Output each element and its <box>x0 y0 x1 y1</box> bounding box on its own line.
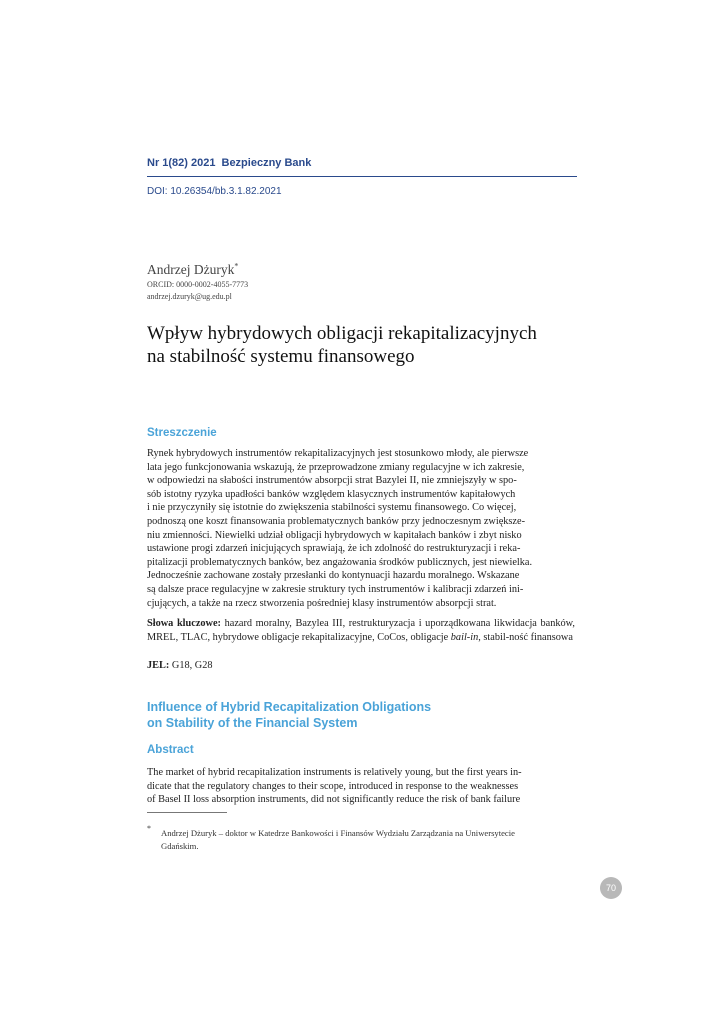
article-title-pl <box>147 322 587 368</box>
doi[interactable]: DOI: 10.26354/bb.3.1.82.2021 <box>147 186 282 197</box>
author-footnote-mark: * <box>234 261 239 271</box>
footnote-text <box>161 827 581 853</box>
abstract-pl-line: sób istotny ryzyka upadłości banków względem klasycznych instrumentów kapitałowych <box>147 488 516 500</box>
abstract-pl-line: pitalizacji problematycznych banków, bez angażowania środków publicznych, jest niewielka. <box>147 556 533 568</box>
issue-number: Nr 1(82) 2021 <box>147 157 216 169</box>
title-en-line: on Stability of the Financial System <box>147 715 358 730</box>
abstract-pl-line: Jednocześnie zachowane zostały przesłanki do kontynuacji hazardu moralnego. Wskazane <box>147 570 520 582</box>
journal-header <box>147 157 311 169</box>
title-en-line: Influence of Hybrid Recapitalization Obligations <box>147 700 432 714</box>
abstract-en-line: of Basel II loss absorption instruments, did not significantly reduce the risk of bank failure <box>147 794 521 806</box>
abstract-pl-line: ustawione progi zdarzeń inicjujących sprawiają, że ich zdolność do restrukturyzacji i reka- <box>147 543 521 555</box>
keywords-italic: bail-in <box>450 631 479 643</box>
abstract-pl-line: w odpowiedzi na słabości instrumentów absorpcji strat Bazylei II, nie zmniejszyły w spo- <box>147 475 517 487</box>
title-pl-line: Wpływ hybrydowych obligacji rekapitalizacyjnych <box>147 323 537 344</box>
keywords-label: Słowa kluczowe: <box>147 618 221 629</box>
page-number-badge: 70 <box>600 877 622 899</box>
footnote-line: Andrzej Dżuryk – doktor w Katedrze Bankowości i Finansów Wydziału Zarządzania na Uniwersytecie <box>161 828 515 838</box>
abstract-pl-line: cjujących, a także na rzecz stworzenia pośredniej klasy instrumentów absorpcji strat. <box>147 597 497 609</box>
keywords-text-end: , stabil-ność finansowa <box>478 631 573 643</box>
abstract-pl-line: lata jego funkcjonowania wskazują, że przeprowadzone zmiany regulacyjne w ich zakresie, <box>147 461 525 473</box>
jel-value: G18, G28 <box>169 660 213 671</box>
abstract-pl-line: i nie przyczyniły się istotnie do zwiększenia stabilności systemu finansowego. Co więcej, <box>147 502 517 514</box>
abstract-pl-line: są dalsze prace regulacyjne w zakresie struktury tych instrumentów i kalibracji zdarzeń ini- <box>147 583 524 595</box>
abstract-pl-line: niu zmienności. Niewielki udział obligacji hybrydowych w kapitałach banków i zbyt nisko <box>147 529 522 541</box>
jel-codes <box>147 660 213 671</box>
keywords-text: hazard moralny, Bazylea III, restrukturyzacja i uporządkowana likwidacja banków, MREL, TLAC, hybrydowe obligacje rekapitalizacyjne, CoCos, obligacje <box>147 618 575 643</box>
keywords <box>147 617 575 644</box>
abstract-en-body <box>147 766 575 807</box>
author-name-text: Andrzej Dżuryk <box>147 262 235 277</box>
author-email[interactable]: andrzej.dzuryk@ug.edu.pl <box>147 292 232 301</box>
author-orcid[interactable]: ORCID: 0000-0002-4055-7773 <box>147 280 249 289</box>
abstract-en-heading: Abstract <box>147 744 194 756</box>
footnote-rule <box>147 812 227 813</box>
abstract-pl-heading: Streszczenie <box>147 427 217 439</box>
footnote-line: Gdańskim. <box>161 841 199 851</box>
abstract-en-line: dicate that the regulatory changes to their scope, introduced in response to the weaknesses <box>147 780 519 792</box>
abstract-pl-body <box>147 447 575 610</box>
header-rule <box>147 176 577 177</box>
article-title-en <box>147 700 577 731</box>
jel-label: JEL: <box>147 660 170 671</box>
footnote-mark: * <box>147 824 151 833</box>
journal-name: Bezpieczny Bank <box>221 157 312 169</box>
abstract-pl-line: podnoszą one koszt finansowania problematycznych banków przy jednoczesnym zwiększe- <box>147 515 525 527</box>
abstract-en-line: The market of hybrid recapitalization instruments is relatively young, but the first years in- <box>147 767 522 778</box>
abstract-pl-line: Rynek hybrydowych instrumentów rekapitalizacyjnych jest stosunkowo młody, ale pierwsze <box>147 448 529 459</box>
author-name <box>147 262 238 278</box>
title-pl-line: na stabilność systemu finansowego <box>147 346 415 367</box>
